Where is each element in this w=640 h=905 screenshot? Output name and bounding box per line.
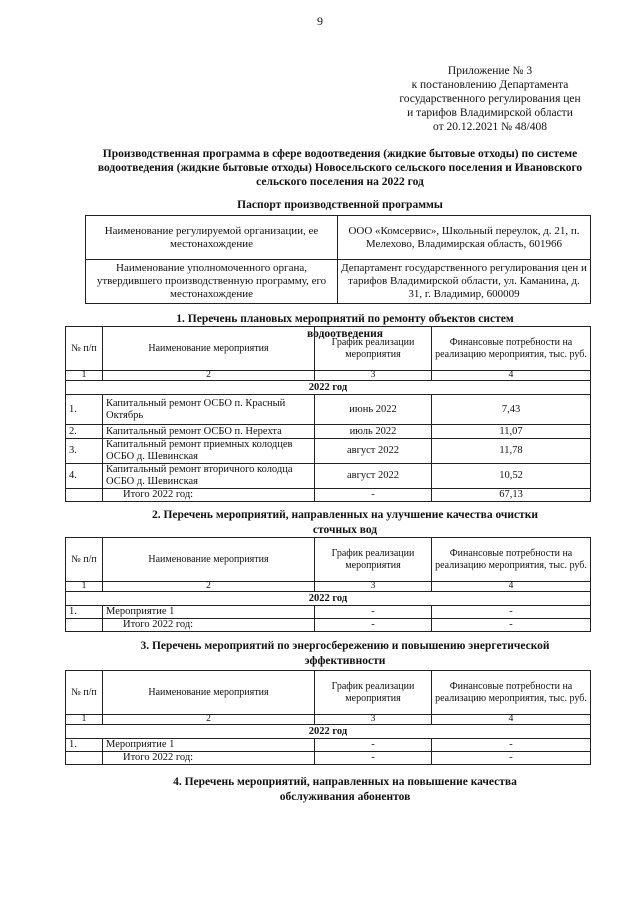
section-heading: 2. Перечень мероприятий, направленных на улучшение качества очистки сточных вод: [151, 509, 539, 536]
header-finance: Финансовые потребности на реализацию мероприятия, тыс. руб.: [432, 327, 591, 371]
row-schedule: -: [315, 739, 432, 752]
header-num: № п/п: [66, 538, 103, 582]
row-number: 1.: [66, 606, 103, 619]
appendix-line: Приложение № 3: [447, 65, 533, 77]
total-finance: -: [432, 752, 591, 765]
table-header-row: [66, 538, 591, 582]
row-name: Мероприятие 1: [103, 606, 315, 619]
year-label: 2022 год: [66, 725, 591, 739]
appendix-note: [380, 64, 600, 134]
row-name: Капитальный ремонт ОСБО п. Красный Октябрь: [103, 395, 315, 425]
total-schedule: -: [315, 752, 432, 765]
table-row: [66, 606, 591, 619]
total-schedule: -: [315, 619, 432, 632]
header-name: Наименование мероприятия: [103, 671, 315, 715]
total-empty: [66, 619, 103, 632]
header-finance: Финансовые потребности на реализацию мероприятия, тыс. руб.: [432, 671, 591, 715]
total-row: [66, 489, 591, 502]
row-number: 1.: [66, 739, 103, 752]
row-schedule: август 2022: [315, 439, 432, 464]
total-label: Итого 2022 год:: [103, 489, 315, 502]
table-header-row: [66, 671, 591, 715]
row-finance: 11,78: [432, 439, 591, 464]
section-heading: 1. Перечень плановых мероприятий по ремонту объектов систем водоотведения: [176, 313, 514, 340]
section-table: [65, 670, 591, 765]
total-finance: -: [432, 619, 591, 632]
total-schedule: -: [315, 489, 432, 502]
column-number-row: [66, 371, 591, 381]
column-number-row: [66, 582, 591, 592]
row-finance: -: [432, 739, 591, 752]
column-number: 4: [432, 371, 591, 381]
appendix-line: государственного регулирования цен: [399, 93, 581, 105]
row-number: 4.: [66, 464, 103, 489]
passport-label: Наименование уполномоченного органа, утвердившего производственную программу, его местонахождение: [86, 260, 338, 304]
header-schedule: График реализации мероприятия: [315, 671, 432, 715]
column-number: 1: [66, 582, 103, 592]
appendix-line: от 20.12.2021 № 48/408: [433, 121, 547, 133]
header-schedule: График реализации мероприятия: [315, 538, 432, 582]
table-row: [66, 395, 591, 425]
column-number: 1: [66, 371, 103, 381]
section-table: [65, 326, 591, 502]
year-row: [66, 725, 591, 739]
column-number: 2: [103, 715, 315, 725]
row-finance: 10,52: [432, 464, 591, 489]
column-number: 3: [315, 582, 432, 592]
table-row: [66, 439, 591, 464]
row-number: 2.: [66, 425, 103, 439]
column-number: 3: [315, 715, 432, 725]
header-name: Наименование мероприятия: [103, 327, 315, 371]
column-number-row: [66, 715, 591, 725]
row-schedule: -: [315, 606, 432, 619]
header-num: № п/п: [66, 671, 103, 715]
total-label: Итого 2022 год:: [103, 619, 315, 632]
column-number: 2: [103, 371, 315, 381]
passport-row: [86, 260, 591, 304]
passport-heading: Паспорт производственной программы: [237, 199, 443, 211]
total-row: [66, 752, 591, 765]
row-schedule: июль 2022: [315, 425, 432, 439]
passport-table: [85, 215, 591, 304]
row-number: 3.: [66, 439, 103, 464]
passport-value: Департамент государственного регулирования цен и тарифов Владимирской области, ул. Каманина, д. 31, г. Владимир, 600009: [338, 260, 591, 304]
table-row: [66, 739, 591, 752]
row-schedule: июнь 2022: [315, 395, 432, 425]
row-finance: 7,43: [432, 395, 591, 425]
table-row: [66, 425, 591, 439]
row-finance: 11,07: [432, 425, 591, 439]
passport-value: ООО «Комсервис», Школьный переулок, д. 21, п. Мелехово, Владимирская область, 601966: [338, 216, 591, 260]
table-header-row: [66, 327, 591, 371]
year-row: [66, 592, 591, 606]
header-finance: Финансовые потребности на реализацию мероприятия, тыс. руб.: [432, 538, 591, 582]
column-number: 4: [432, 715, 591, 725]
total-finance: 67,13: [432, 489, 591, 502]
row-name: Капитальный ремонт приемных колодцев ОСБО д. Шевинская: [103, 439, 315, 464]
passport-row: [86, 216, 591, 260]
section-table: [65, 537, 591, 632]
passport-label: Наименование регулируемой организации, ее местонахождение: [86, 216, 338, 260]
header-name: Наименование мероприятия: [103, 538, 315, 582]
year-label: 2022 год: [66, 381, 591, 395]
total-empty: [66, 752, 103, 765]
total-label: Итого 2022 год:: [103, 752, 315, 765]
year-row: [66, 381, 591, 395]
total-empty: [66, 489, 103, 502]
row-name: Капитальный ремонт ОСБО п. Нерехта: [103, 425, 315, 439]
table-row: [66, 464, 591, 489]
page-number: 9: [317, 14, 323, 28]
appendix-line: к постановлению Департамента: [411, 79, 569, 91]
row-schedule: август 2022: [315, 464, 432, 489]
row-name: Мероприятие 1: [103, 739, 315, 752]
header-num: № п/п: [66, 327, 103, 371]
column-number: 4: [432, 582, 591, 592]
row-finance: -: [432, 606, 591, 619]
column-number: 3: [315, 371, 432, 381]
appendix-line: и тарифов Владимирской области: [407, 107, 573, 119]
row-name: Капитальный ремонт вторичного колодца ОСБО д. Шевинская: [103, 464, 315, 489]
year-label: 2022 год: [66, 592, 591, 606]
column-number: 1: [66, 715, 103, 725]
header-schedule: График реализации мероприятия: [315, 327, 432, 371]
section-heading: 3. Перечень мероприятий по энергосбережению и повышению энергетической эффективности: [140, 640, 550, 667]
total-row: [66, 619, 591, 632]
row-number: 1.: [66, 395, 103, 425]
section-heading: 4. Перечень мероприятий, направленных на повышение качества обслуживания абонентов: [173, 776, 517, 803]
document-title: Производственная программа в сфере водоотведения (жидкие бытовые отходы) по системе водоотведения (жидкие бытовые отходы) Новосельского сельского поселения и Ивановского сельского поселения на 2022 год: [97, 148, 583, 188]
column-number: 2: [103, 582, 315, 592]
